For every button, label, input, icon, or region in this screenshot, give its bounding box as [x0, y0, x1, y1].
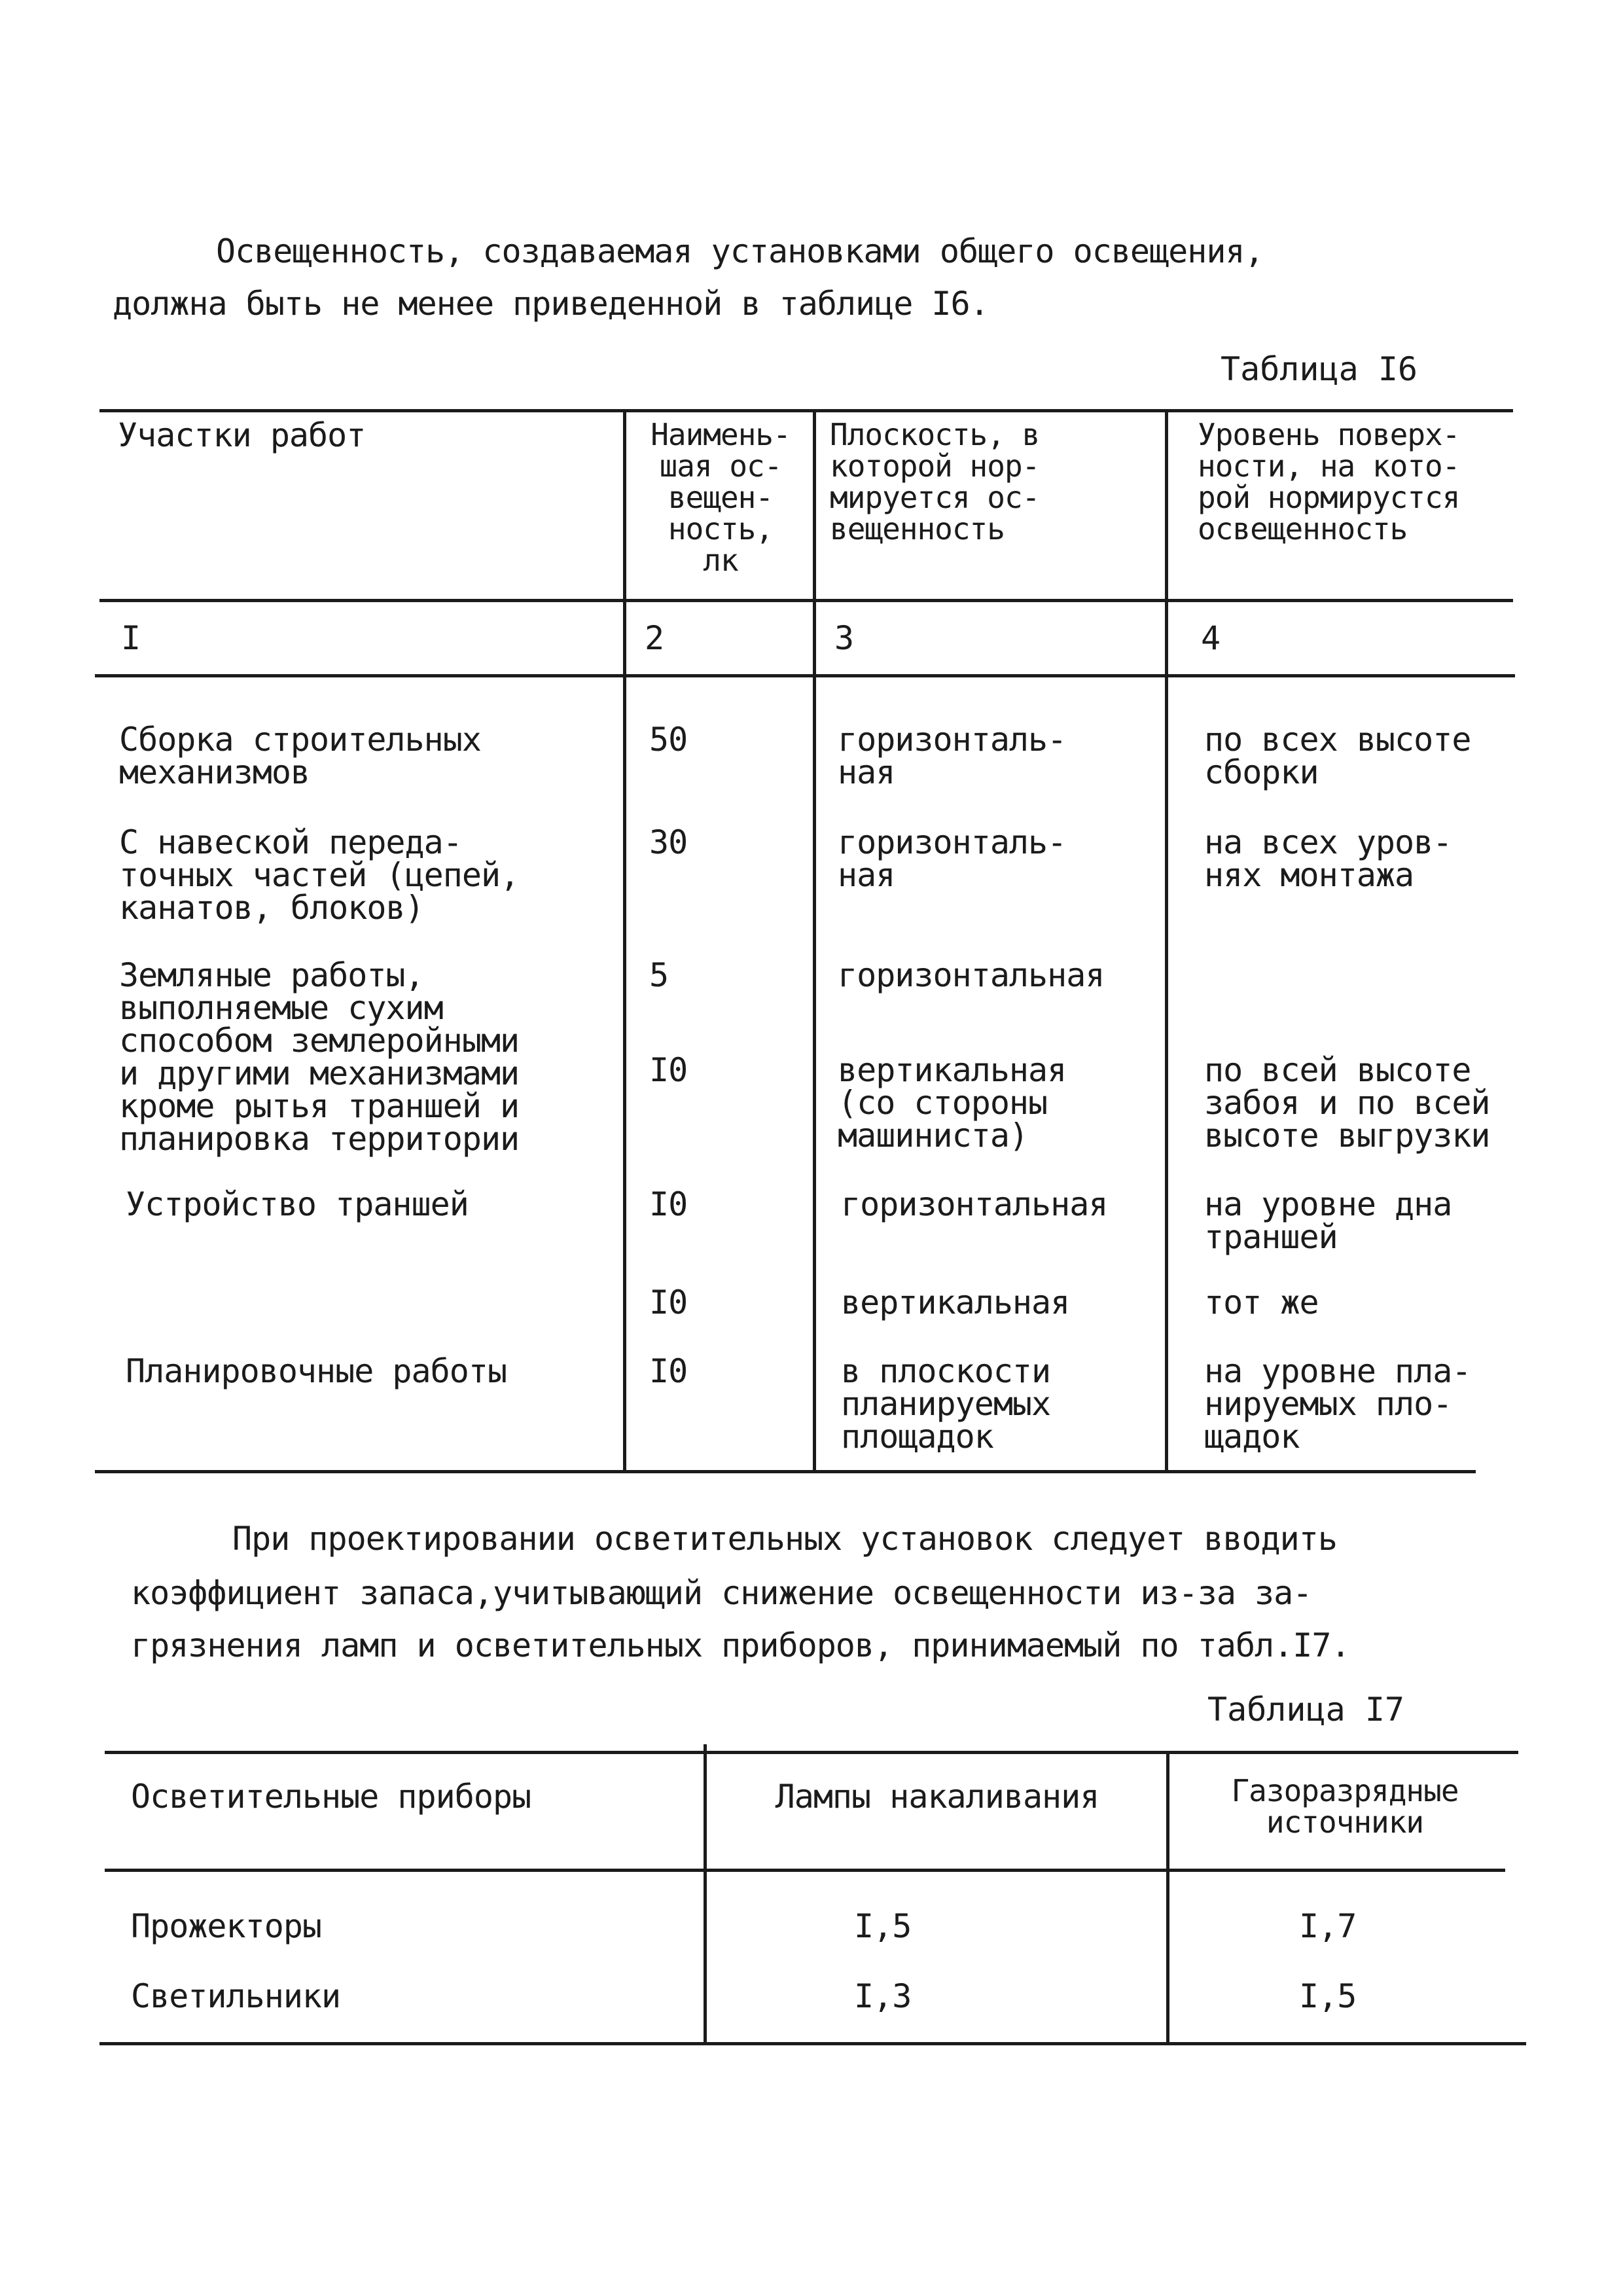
- table16-row6-plane: вертикальная: [841, 1283, 1070, 1321]
- table17-row2-gas: I,5: [1299, 1977, 1357, 2015]
- table16-row2-lux: 30: [649, 823, 688, 861]
- table16-header-rule: [99, 599, 1513, 602]
- table17-row1-device: Прожекторы: [131, 1907, 322, 1945]
- table17-col-divider-1: [704, 1744, 707, 2045]
- table16-row2-level: на всех уров- нях монтажа: [1204, 823, 1452, 894]
- table17-header-rule: [105, 1869, 1505, 1872]
- table16-row1-area: Сборка строительных механизмов: [119, 721, 481, 791]
- table16-colnum-3: 3: [834, 619, 854, 657]
- table16-row7-lux: I0: [649, 1352, 688, 1390]
- table16-col-divider-1: [623, 409, 626, 1473]
- table16-row2-area: С навеской переда- точных частей (цепей, канатов, блоков): [119, 823, 520, 927]
- middle-line-3: грязнения ламп и осветительных приборов, принимаемый по табл.I7.: [131, 1626, 1350, 1664]
- table16-row3-plane: горизонтальная: [838, 956, 1105, 994]
- table16-colnum-4: 4: [1201, 619, 1221, 657]
- table16-numbers-rule: [95, 674, 1515, 677]
- table16-row3-area: Земляные работы, выполняемые сухим способом землеройными и другими механизмами кроме рытья траншей и планировка территории: [119, 956, 520, 1158]
- table17-top-rule: [105, 1751, 1518, 1754]
- table17-row1-gas: I,7: [1299, 1907, 1357, 1945]
- table17-row2-device: Светильники: [131, 1977, 341, 2015]
- table16-row1-lux: 50: [649, 721, 688, 759]
- table16-row5-plane: горизонтальная: [841, 1185, 1108, 1223]
- table16-colnum-2: 2: [645, 619, 664, 657]
- table16-col-divider-2: [813, 409, 816, 1473]
- table17-row2-incandescent: I,3: [854, 1977, 912, 2015]
- table16-top-rule: [99, 409, 1513, 412]
- intro-line-1: Освещенность, создаваемая установками общего освещения,: [216, 232, 1264, 270]
- table16-row7-area: Планировочные работы: [126, 1352, 507, 1390]
- table16-row4-plane: вертикальная (со стороны машиниста): [838, 1051, 1067, 1155]
- table16-caption: Таблица I6: [1221, 350, 1418, 388]
- table16-row6-lux: I0: [649, 1283, 688, 1321]
- table16-row5-lux: I0: [649, 1185, 688, 1223]
- table16-colnum-1: I: [121, 619, 141, 657]
- middle-line-2: коэффициент запаса,учитывающий снижение освещенности из-за за-: [131, 1574, 1312, 1612]
- table16-row1-plane: горизонталь- ная: [838, 721, 1067, 791]
- table16-row7-plane: в плоскости планируемых площадок: [841, 1352, 1051, 1456]
- table17-row1-incandescent: I,5: [854, 1907, 912, 1945]
- table17-header-incandescent: Лампы накаливания: [775, 1778, 1099, 1816]
- table16-header-area: Участки работ: [118, 416, 366, 454]
- table16-bottom-rule: [95, 1470, 1476, 1473]
- table16-row6-level: тот же: [1204, 1283, 1319, 1321]
- table17-header-gas: Газоразрядные источники: [1231, 1773, 1459, 1840]
- table16-row1-level: по всех высоте сборки: [1204, 721, 1471, 791]
- table16-header-lux: Наимень- шая ос- вещен- ность, лк: [651, 417, 791, 578]
- table17-col-divider-2: [1166, 1751, 1169, 2045]
- intro-line-2: должна быть не менее приведенной в таблице I6.: [113, 285, 989, 323]
- table16-header-level: Уровень поверх- ности, на кото- рой нормирустся освещенность: [1198, 417, 1460, 547]
- table16-row3-lux: 5: [649, 956, 669, 994]
- table16-row5-level: на уровне дна траншей: [1204, 1185, 1452, 1256]
- table16-row4-level: по всей высоте забоя и по всей высоте выгрузки: [1204, 1051, 1490, 1155]
- middle-line-1: При проектировании осветительных установок следует вводить: [232, 1520, 1337, 1558]
- table16-row2-plane: горизонталь- ная: [838, 823, 1067, 894]
- table17-bottom-rule: [99, 2042, 1526, 2045]
- table16-row7-level: на уровне пла- нируемых пло- щадок: [1204, 1352, 1471, 1456]
- table16-header-plane: Плоскость, в которой нор- мируется ос- вещенность: [830, 417, 1040, 547]
- table16-row4-lux: I0: [649, 1051, 688, 1089]
- table16-col-divider-3: [1165, 409, 1168, 1473]
- table17-header-device: Осветительные приборы: [131, 1778, 531, 1816]
- table17-caption: Таблица I7: [1207, 1691, 1405, 1729]
- table16-row5-area: Устройство траншей: [126, 1185, 469, 1223]
